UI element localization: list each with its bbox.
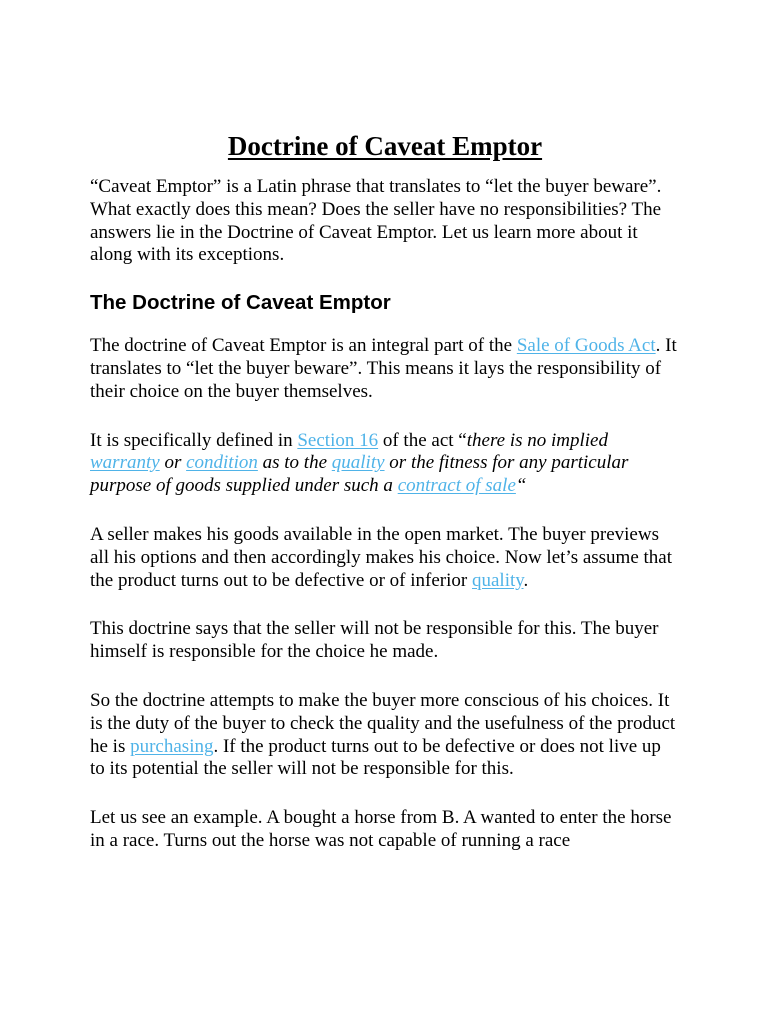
purchasing-link[interactable]: purchasing — [130, 735, 214, 757]
quote-text: or the fitness for any particular purpose of goods supplied under such a — [90, 452, 629, 497]
quote-text: as to the — [257, 452, 332, 474]
contract-of-sale-link[interactable] — [398, 475, 516, 496]
paragraph-text: of the act “ — [378, 429, 467, 451]
quote-text: “ — [515, 475, 527, 497]
condition-link[interactable] — [186, 452, 258, 473]
document-title: Doctrine of Caveat Emptor — [227, 131, 543, 161]
quote-text: there is no implied — [466, 429, 608, 451]
paragraph-text: So the doctrine attempts to make the buyer more conscious of his choices. It is the duty of the buyer to check the quality and the usefulness of the product he is — [90, 689, 676, 757]
paragraph-text: It is specifically defined in — [90, 429, 298, 451]
paragraph-text: . If the product turns out to be defective or does not live up to its potential the seller will not be responsible for this. — [90, 735, 661, 780]
paragraph-text: The doctrine of Caveat Emptor is an integral part of the — [90, 335, 517, 357]
paragraph-section-16 — [90, 430, 680, 498]
inferior-quality-link[interactable]: quality — [472, 569, 524, 591]
sale-of-goods-act-link[interactable]: Sale of Goods Act — [516, 335, 656, 357]
condition-link-text: condition — [186, 452, 258, 474]
paragraph-text: . It translates to “let the buyer beware”. This means it lays the responsibility of their choice on the buyer themselves. — [90, 335, 677, 402]
section-heading: The Doctrine of Caveat Emptor — [90, 291, 391, 315]
paragraph-text: . — [523, 569, 529, 591]
quote-text: or — [159, 452, 187, 474]
warranty-link-text: warranty — [90, 452, 160, 474]
intro-paragraph: “Caveat Emptor” is a Latin phrase that translates to “let the buyer beware”. What exactly does this mean? Does the seller have no responsibilities? The answers lie in the Doctrine of Caveat Emptor. Let us learn more about it along with its exceptions. — [90, 176, 662, 266]
paragraph-example: Let us see an example. A bought a horse from B. A wanted to enter the horse in a race. Turns out the horse was not capable of running a race — [90, 807, 672, 851]
warranty-link[interactable] — [90, 452, 160, 473]
paragraph-sale-of-goods — [90, 335, 680, 403]
paragraph-seller-responsibility: This doctrine says that the seller will not be responsible for this. The buyer himself is responsible for the choice he made. — [90, 618, 659, 663]
paragraph-text: A seller makes his goods available in the open market. The buyer previews all his options and then accordingly makes his choice. Now let’s assume that the product turns out to be defective or of inferior — [90, 523, 673, 591]
contract-of-sale-link-text: contract of sale — [397, 475, 516, 497]
document-page — [90, 128, 680, 853]
quality-link-text: quality — [331, 452, 385, 474]
quality-link[interactable] — [332, 452, 385, 473]
section-16-link[interactable]: Section 16 — [297, 429, 379, 451]
paragraph-buyer-conscious — [90, 690, 680, 781]
paragraph-open-market — [90, 524, 680, 592]
